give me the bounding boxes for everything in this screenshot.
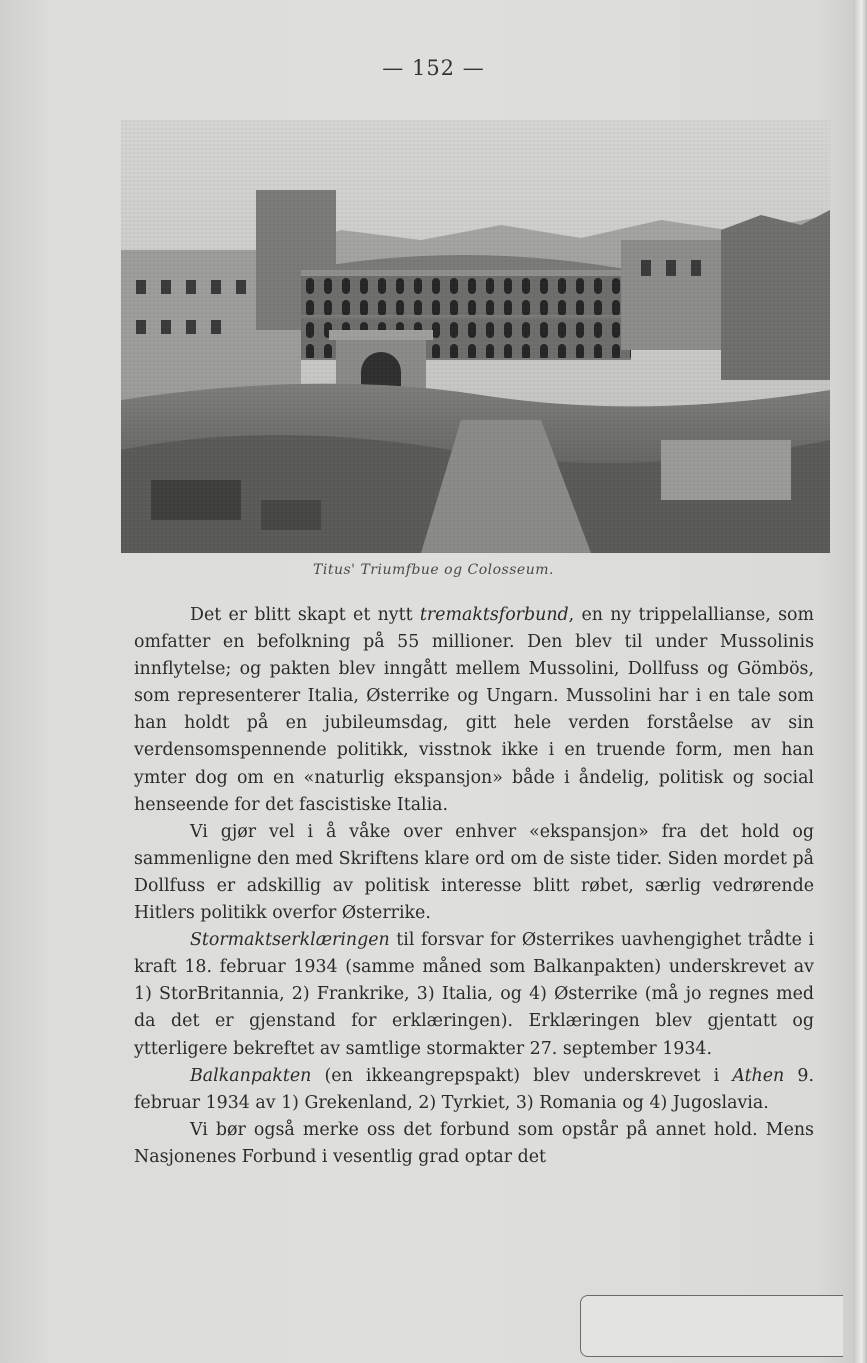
photograph-titus-arch-colosseum xyxy=(121,120,830,553)
italic-term: tremaktsforbund xyxy=(419,605,569,625)
italic-term: Stormaktserklæringen xyxy=(190,930,390,951)
text-segment: Det er blitt skapt et nytt xyxy=(190,605,420,625)
page-edge xyxy=(853,0,867,1363)
italic-term: Athen xyxy=(732,1065,785,1086)
text-segment: , en ny trippelallianse, som omfatter en befolkning på 55 millioner. Den blev til under Mussolinis innflytelse; og pakten blev inngått mellem Mussolini, Dollfuss og Gömbös, som representerer Italia, Østerrike og Ungarn. Mussolini har i en tale som han holdt på en jubileumsdag, gitt hele verden forståelse av sin verdensomspennende politikk, visstnok ikke i en truende form, men han ymter dog om en «naturlig ekspansjon» både i åndelig, politisk og social henseende for det fascistiske Italia. xyxy=(134,605,814,815)
page-number: — 152 — xyxy=(382,56,485,80)
paragraph xyxy=(134,602,814,819)
body-text xyxy=(134,602,814,1171)
paragraph xyxy=(134,819,814,927)
text-segment: (en ikkeangrepspakt) blev underskrevet i xyxy=(311,1065,733,1086)
text-segment: 9. februar 1934 av 1) Grekenland, 2) Tyrkiet, 3) Romania og 4) Jugoslavia. xyxy=(134,1065,814,1113)
text-segment: Vi bør også merke oss det forbund som opstår på annet hold. Mens Nasjonenes Forbund i vesentlig grad optar det xyxy=(134,1119,814,1167)
text-segment: Vi gjør vel i å våke over enhver «ekspansjon» fra det hold og sammenligne den med Skriftens klare ord om de siste tider. Siden mordet på Dollfuss er adskillig av politisk interesse blitt røbet, særlig vedrørende Hitlers politikk overfor Østerrike. xyxy=(134,821,814,924)
figure-caption: Titus' Triumfbue og Colosseum. xyxy=(313,562,554,578)
text-segment: til forsvar for Østerrikes uavhengighet trådte i kraft 18. februar 1934 (samme måned som Balkanpakten) underskrevet av 1) StorBritannia, 2) Frankrike, 3) Italia, og 4) Østerrike (må jo regnes med da det er gjenstand for erklæringen). Erklæringen blev gjentatt og ytterligere bekreftet av samtlige stormakter 27. september 1934. xyxy=(134,930,814,1059)
paragraph xyxy=(134,1117,814,1171)
photo-illustration xyxy=(121,120,830,553)
paragraph xyxy=(134,1063,814,1117)
paragraph xyxy=(134,927,814,1062)
italic-term: Balkanpakten xyxy=(190,1065,312,1086)
library-stamp-frame xyxy=(580,1295,843,1357)
